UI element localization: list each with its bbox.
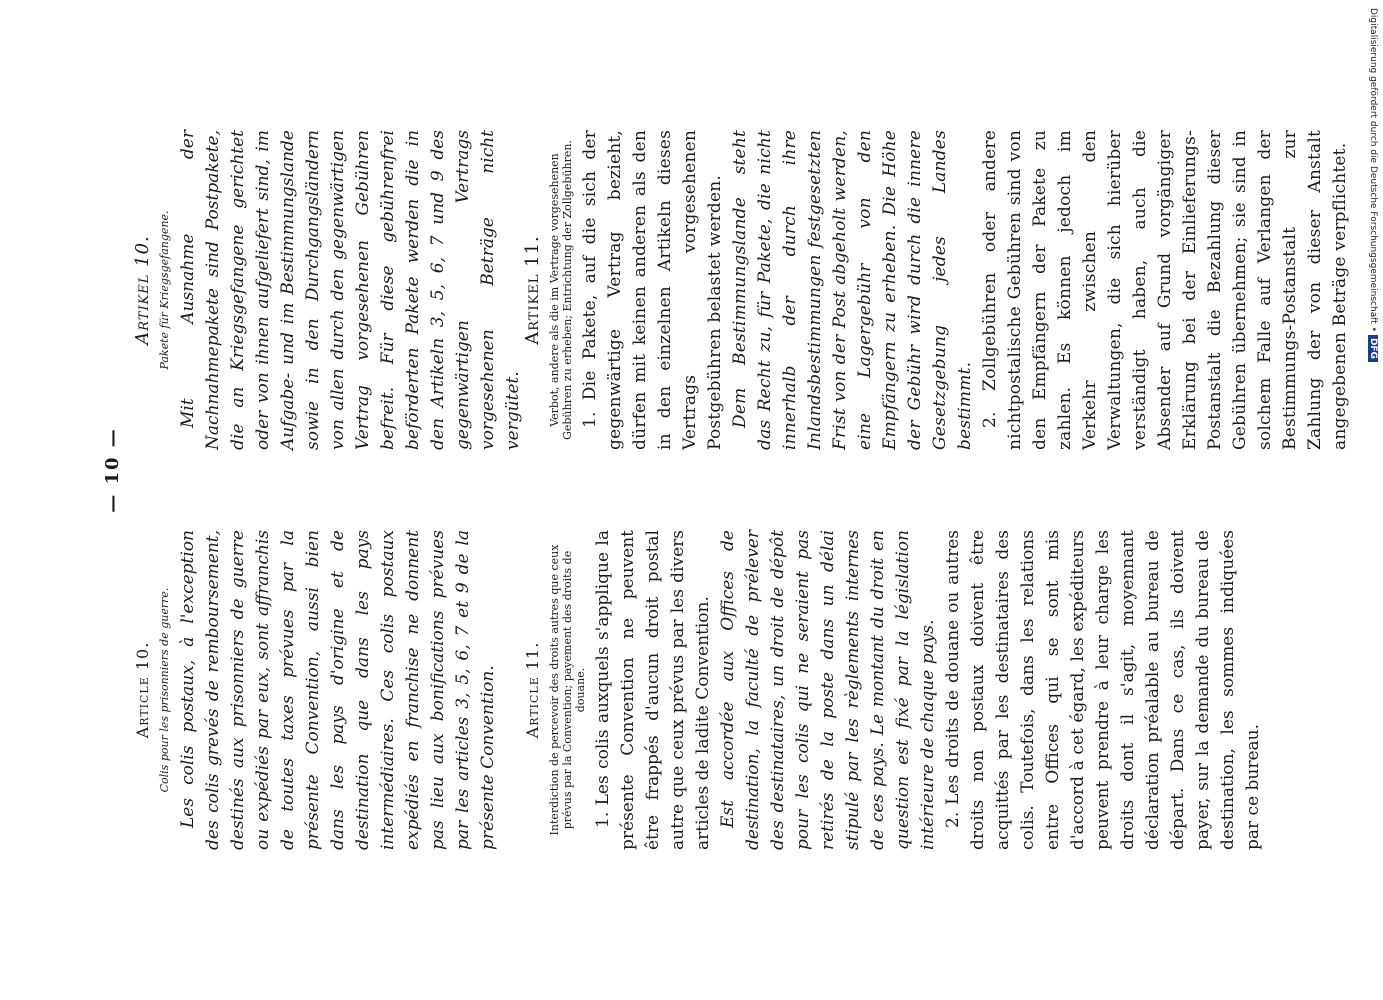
credit-text: Digitalisierung gefördert durch die Deutsche Forschungsgemeinschaft • [1368,8,1378,332]
article-paragraph-2: Est accordée aux Offices de destination, la faculté de prélever des destinataires, un droit de dépôt pour les colis qui ne seraient pas retirés de la poste dans un délai stipulé par les règlements internes de ces pays. Le montant du droit en question est fixé par la législation intérieure de chaque pays. [718,530,938,850]
article-11-french [520,530,1266,850]
article-paragraph-3: 2. Zollgebühren oder andere nichtpostalische Gebühren sind von den Empfängern der Pakete zu zahlen. Es können jedoch im Verkehr zwischen den Verwaltungen, die sich hierüber verständigt haben, auch die Absender auf Grund vorgängiger Erklärung bei der Einlieferungs-Postanstalt die Bezahlung dieser Gebühren übernehmen; sie sind in solchem Falle auf Verlangen der Bestimmungs-Postanstalt zur Zahlung der von dieser Anstalt angegebenen Beträge verpflichtet. [980,130,1350,450]
rotated-content [90,70,1350,870]
article-subtitle: Interdiction de percevoir des droits autres que ceux prévus par la Convention; payement des droits de douane. [548,544,587,836]
article-paragraph-1: 1. Die Pakete, auf die sich der gegenwärtige Vertrag bezieht, dürfen mit keinen anderen als den in den einzelnen Artikeln dieses Vertrags vorgesehenen Postgebühren belastet werden. [580,130,725,450]
article-paragraph: Mit Ausnahme der Nachnahmepakete sind Postpakete, die an Kriegsgefangene gerichtet oder von ihnen aufgeliefert sind, im Aufgabe- und im Bestimmungslande sowie in den Durchgangsländern von allen durch den gegenwärtigen Vertrag vorgesehenen Gebühren befreit. Für diese gebührenfrei beförderten Pakete werden die in den Artikeln 3, 5, 6, 7 und 9 des gegenwärtigen Vertrags vorgesehenen Beträge nicht vergütet. [178,130,523,450]
article-subtitle: Verbot, andere als die im Vertrage vorgesehenen Gebühren zu erheben; Entrichtung der Zollgebühren. [548,140,574,440]
article-title: Artikel 11. [522,235,543,345]
article-paragraph-2: Dem Bestimmungslande steht das Recht zu, für Pakete, die nicht innerhalb der durch ihre Inlandsbestimmungen festgesetzten Frist von der Post abgeholt werden, eine Lagergebühr von den Empfängern zu erheben. Die Höhe der Gebühr wird durch die innere Gesetzgebung jedes Landes bestimmt. [730,130,975,450]
article-paragraph: Les colis postaux, à l'exception des colis grevés de remboursement, destinés aux prisonniers de guerre ou expédiés par eux, sont affranchis de toutes taxes prévues par la présente Convention, aussi bien dans les pays d'origine et de destination que dans les pays intermédiaires. Ces colis postaux expédiés en franchise ne donnent pas lieu aux bonifications prévues par les articles 3, 5, 6, 7 et 9 de la présente Convention. [178,530,498,850]
article-subtitle: Pakete für Kriegsgefangene. [158,210,171,370]
article-11-german [520,130,1353,450]
article-10-german [130,130,526,450]
article-subtitle: Colis pour les prisonniers de guerre. [158,587,171,793]
article-title: Article 10. [133,641,152,739]
article-paragraph-1: 1. Les colis auxquels s'applique la présente Convention ne peuvent être frappés d'aucun droit postal autre que ceux prévus par les divers articles de ladite Convention. [593,530,713,850]
digitization-credit [1360,8,1380,608]
article-title: Article 11. [523,641,542,739]
article-10-french [130,530,501,850]
page-number: — 10 — [102,427,123,513]
article-title: Artikel 10. [132,235,153,345]
article-paragraph-3: 2. Les droits de douane ou autres droits non postaux doivent être acquittés par les destinataires des colis. Toutefois, dans les relations entre Offices qui se sont mis d'accord à cet égard, les expéditeurs peuvent prendre à leur charge les droits dont il s'agit, moyennant déclaration préalable au bureau de départ. Dans ce cas, ils doivent payer, sur la demande du bureau de destination, les sommes indiquées par ce bureau. [943,530,1263,850]
dfg-logo: DFG [1368,335,1378,362]
